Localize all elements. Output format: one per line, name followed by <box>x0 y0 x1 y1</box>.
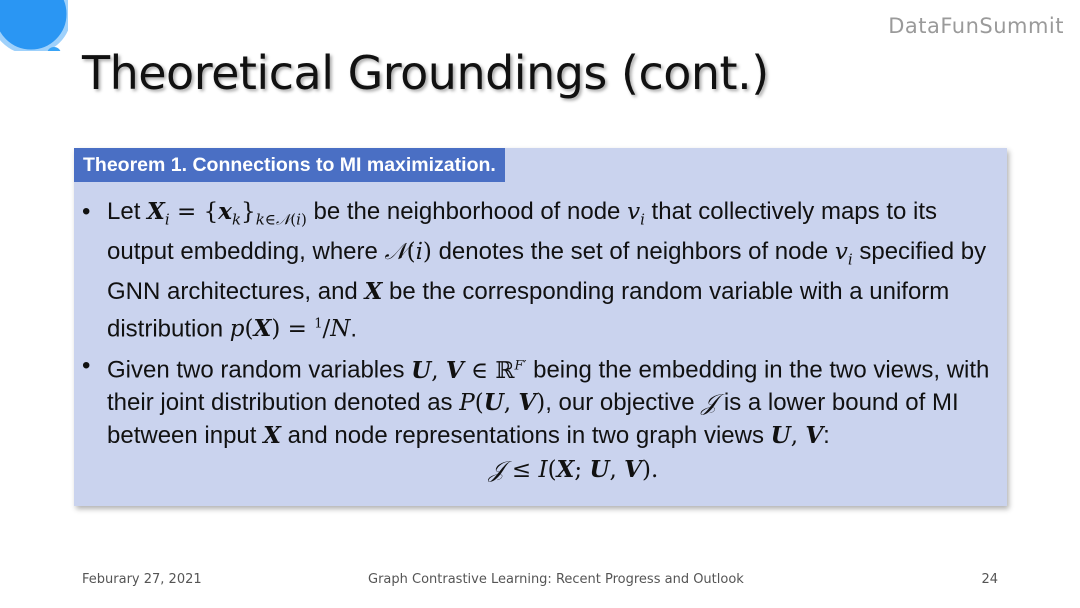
bullet1-text-5: specified by GNN architectures, and <box>107 238 987 306</box>
bullet2-text-4: is a lower bound of MI between input <box>107 389 959 449</box>
bullet2-text-1: Given two random variables <box>107 356 412 384</box>
bullet-item-objective <box>80 350 1000 487</box>
bullet1-text-4: denotes the set of neighbors of node <box>431 238 835 266</box>
math-objective-j: 𝒥 <box>701 390 718 416</box>
theorem-box <box>74 148 1007 506</box>
math-variable-x: X <box>364 278 383 306</box>
bullet2-text-2: being the embedding in the two views, with their joint distribution denoted as <box>107 356 990 416</box>
brand-logo: DataFunSummit <box>888 14 1064 38</box>
math-input-x: X <box>263 421 281 449</box>
math-uniform-distribution: p(X) = $^1$/N <box>229 315 351 343</box>
bullet-list <box>80 196 1000 487</box>
bullet-dot-icon: • <box>82 198 91 225</box>
bullet-dot-icon: • <box>82 351 91 379</box>
bullet-item-neighborhood <box>80 196 1000 346</box>
bullet1-text-3: that collectively maps to its output embedding, where <box>107 198 938 266</box>
math-embedding-space: U, V ∈ ℝ$^{F'}$ <box>411 356 527 384</box>
math-neighbor-set: 𝒩(i) <box>384 239 432 266</box>
main-inequality <box>107 454 1000 487</box>
theorem-label: Theorem 1. Connections to MI maximization. <box>74 148 505 182</box>
footer-date: Feburary 27, 2021 <box>82 572 202 587</box>
math-graph-views: U, V <box>770 421 824 449</box>
page-number: 24 <box>981 572 998 587</box>
math-node-vi-2: $v_i$ <box>834 239 853 269</box>
bullet1-text-2: be the neighborhood of node <box>306 198 628 225</box>
bullet2-text-6: : <box>823 421 830 449</box>
bullet1-text-6: be the corresponding random variable with a uniform distribution <box>107 278 950 343</box>
math-neighborhood-set: $X_i = \{x_k\}_{k\in 𝒩(i)}$ <box>147 198 307 229</box>
theorem-body <box>80 196 1000 491</box>
math-node-vi: $v_i$ <box>627 199 645 229</box>
bullet2-text-5: and node representations in two graph views <box>280 421 771 449</box>
bullet1-text-1: Let <box>107 198 148 225</box>
slide-title: Theoretical Groundings (cont.) <box>82 46 769 100</box>
decorative-circle-icon <box>0 0 68 51</box>
math-joint-distribution: P(U, V) <box>459 389 546 416</box>
bullet1-text-7: . <box>350 315 358 343</box>
math-inequality: 𝒥 ≤ I(X; U, V). <box>488 456 659 483</box>
footer-talk-title: Graph Contrastive Learning: Recent Progress and Outlook <box>368 572 744 587</box>
bullet2-text-3: , our objective <box>545 389 702 416</box>
